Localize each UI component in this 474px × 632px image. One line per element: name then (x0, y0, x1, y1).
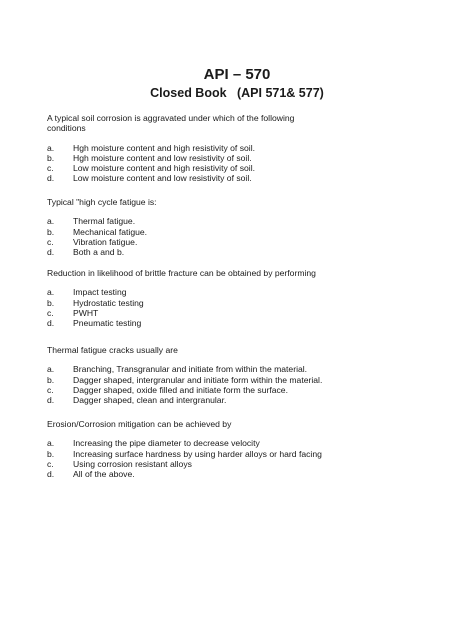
option-item (47, 385, 447, 395)
option-letter: c. (47, 307, 54, 318)
option-list (47, 216, 447, 256)
option-item (47, 237, 447, 247)
option-letter: d. (47, 173, 55, 184)
option-item (47, 298, 447, 308)
option-text: PWHT (73, 307, 99, 318)
question-1 (47, 113, 317, 183)
question-2 (47, 197, 447, 257)
option-letter: a. (47, 142, 55, 153)
option-item (47, 163, 317, 173)
option-item (47, 287, 447, 297)
option-text: Increasing surface hardness by using harder alloys or hard facing (73, 448, 322, 459)
option-text: Branching, Transgranular and initiate from within the material. (73, 364, 308, 375)
option-item (47, 153, 317, 163)
option-list (47, 438, 447, 478)
option-letter: a. (47, 287, 55, 298)
option-text: Low moisture content and high resistivity of soil. (73, 163, 255, 173)
option-letter: c. (47, 384, 54, 395)
subtitle-text: Closed Book (API 571& 577) (150, 86, 324, 100)
document-subtitle (0, 86, 474, 100)
question-stem: A typical soil corrosion is aggravated under which of the following conditions (47, 113, 295, 134)
option-list (47, 364, 447, 404)
option-letter: b. (47, 152, 55, 163)
option-letter: b. (47, 297, 55, 308)
option-item (47, 308, 447, 318)
question-stem: Typical "high cycle fatigue is: (47, 197, 157, 207)
option-list (47, 143, 317, 183)
question-stem: Thermal fatigue cracks usually are (47, 345, 178, 355)
option-text: Dagger shaped, oxide filled and initiate form the surface. (73, 384, 288, 395)
option-item (47, 459, 447, 469)
question-4 (47, 345, 447, 405)
option-letter: b. (47, 448, 55, 459)
option-text: Increasing the pipe diameter to decrease velocity (73, 438, 260, 449)
option-text: Dagger shaped, clean and intergranular. (73, 394, 227, 405)
option-text: Hydrostatic testing (73, 297, 144, 308)
option-text: Mechanical fatigue. (73, 226, 148, 237)
option-letter: c. (47, 236, 54, 247)
option-item (47, 438, 447, 448)
question-stem: Erosion/Corrosion mitigation can be achieved by (47, 419, 232, 429)
question-3 (47, 268, 447, 328)
option-text: Hgh moisture content and low resistivity of soil. (73, 152, 252, 163)
option-text: Thermal fatigue. (73, 216, 136, 227)
option-text: Dagger shaped, intergranular and initiate form within the material. (73, 374, 323, 385)
option-text: Using corrosion resistant alloys (73, 458, 192, 469)
option-item (47, 143, 317, 153)
option-text: All of the above. (73, 468, 135, 479)
option-letter: d. (47, 394, 55, 405)
option-text: Low moisture content and low resistivity of soil. (73, 173, 252, 184)
option-letter: b. (47, 374, 55, 385)
option-item (47, 469, 447, 479)
question-5 (47, 419, 447, 479)
option-letter: c. (47, 163, 54, 173)
option-item (47, 318, 447, 328)
option-text: Both a and b. (73, 246, 125, 257)
option-item (47, 247, 447, 257)
option-text: Hgh moisture content and high resistivity of soil. (73, 142, 255, 153)
option-letter: b. (47, 226, 55, 237)
option-letter: a. (47, 364, 55, 375)
option-text: Impact testing (73, 287, 127, 298)
option-letter: d. (47, 317, 55, 328)
option-text: Vibration fatigue. (73, 236, 138, 247)
option-letter: a. (47, 216, 55, 227)
option-letter: c. (47, 458, 54, 469)
option-letter: a. (47, 438, 55, 449)
option-item (47, 216, 447, 226)
option-item (47, 227, 447, 237)
option-list (47, 287, 447, 327)
option-letter: d. (47, 468, 55, 479)
option-item (47, 395, 447, 405)
option-letter: d. (47, 246, 55, 257)
option-text: Pneumatic testing (73, 317, 142, 328)
option-item (47, 449, 447, 459)
document-title: API – 570 (203, 66, 271, 83)
option-item (47, 173, 317, 183)
question-stem: Reduction in likelihood of brittle fracture can be obtained by performing (47, 268, 316, 278)
option-item (47, 364, 447, 374)
option-item (47, 375, 447, 385)
